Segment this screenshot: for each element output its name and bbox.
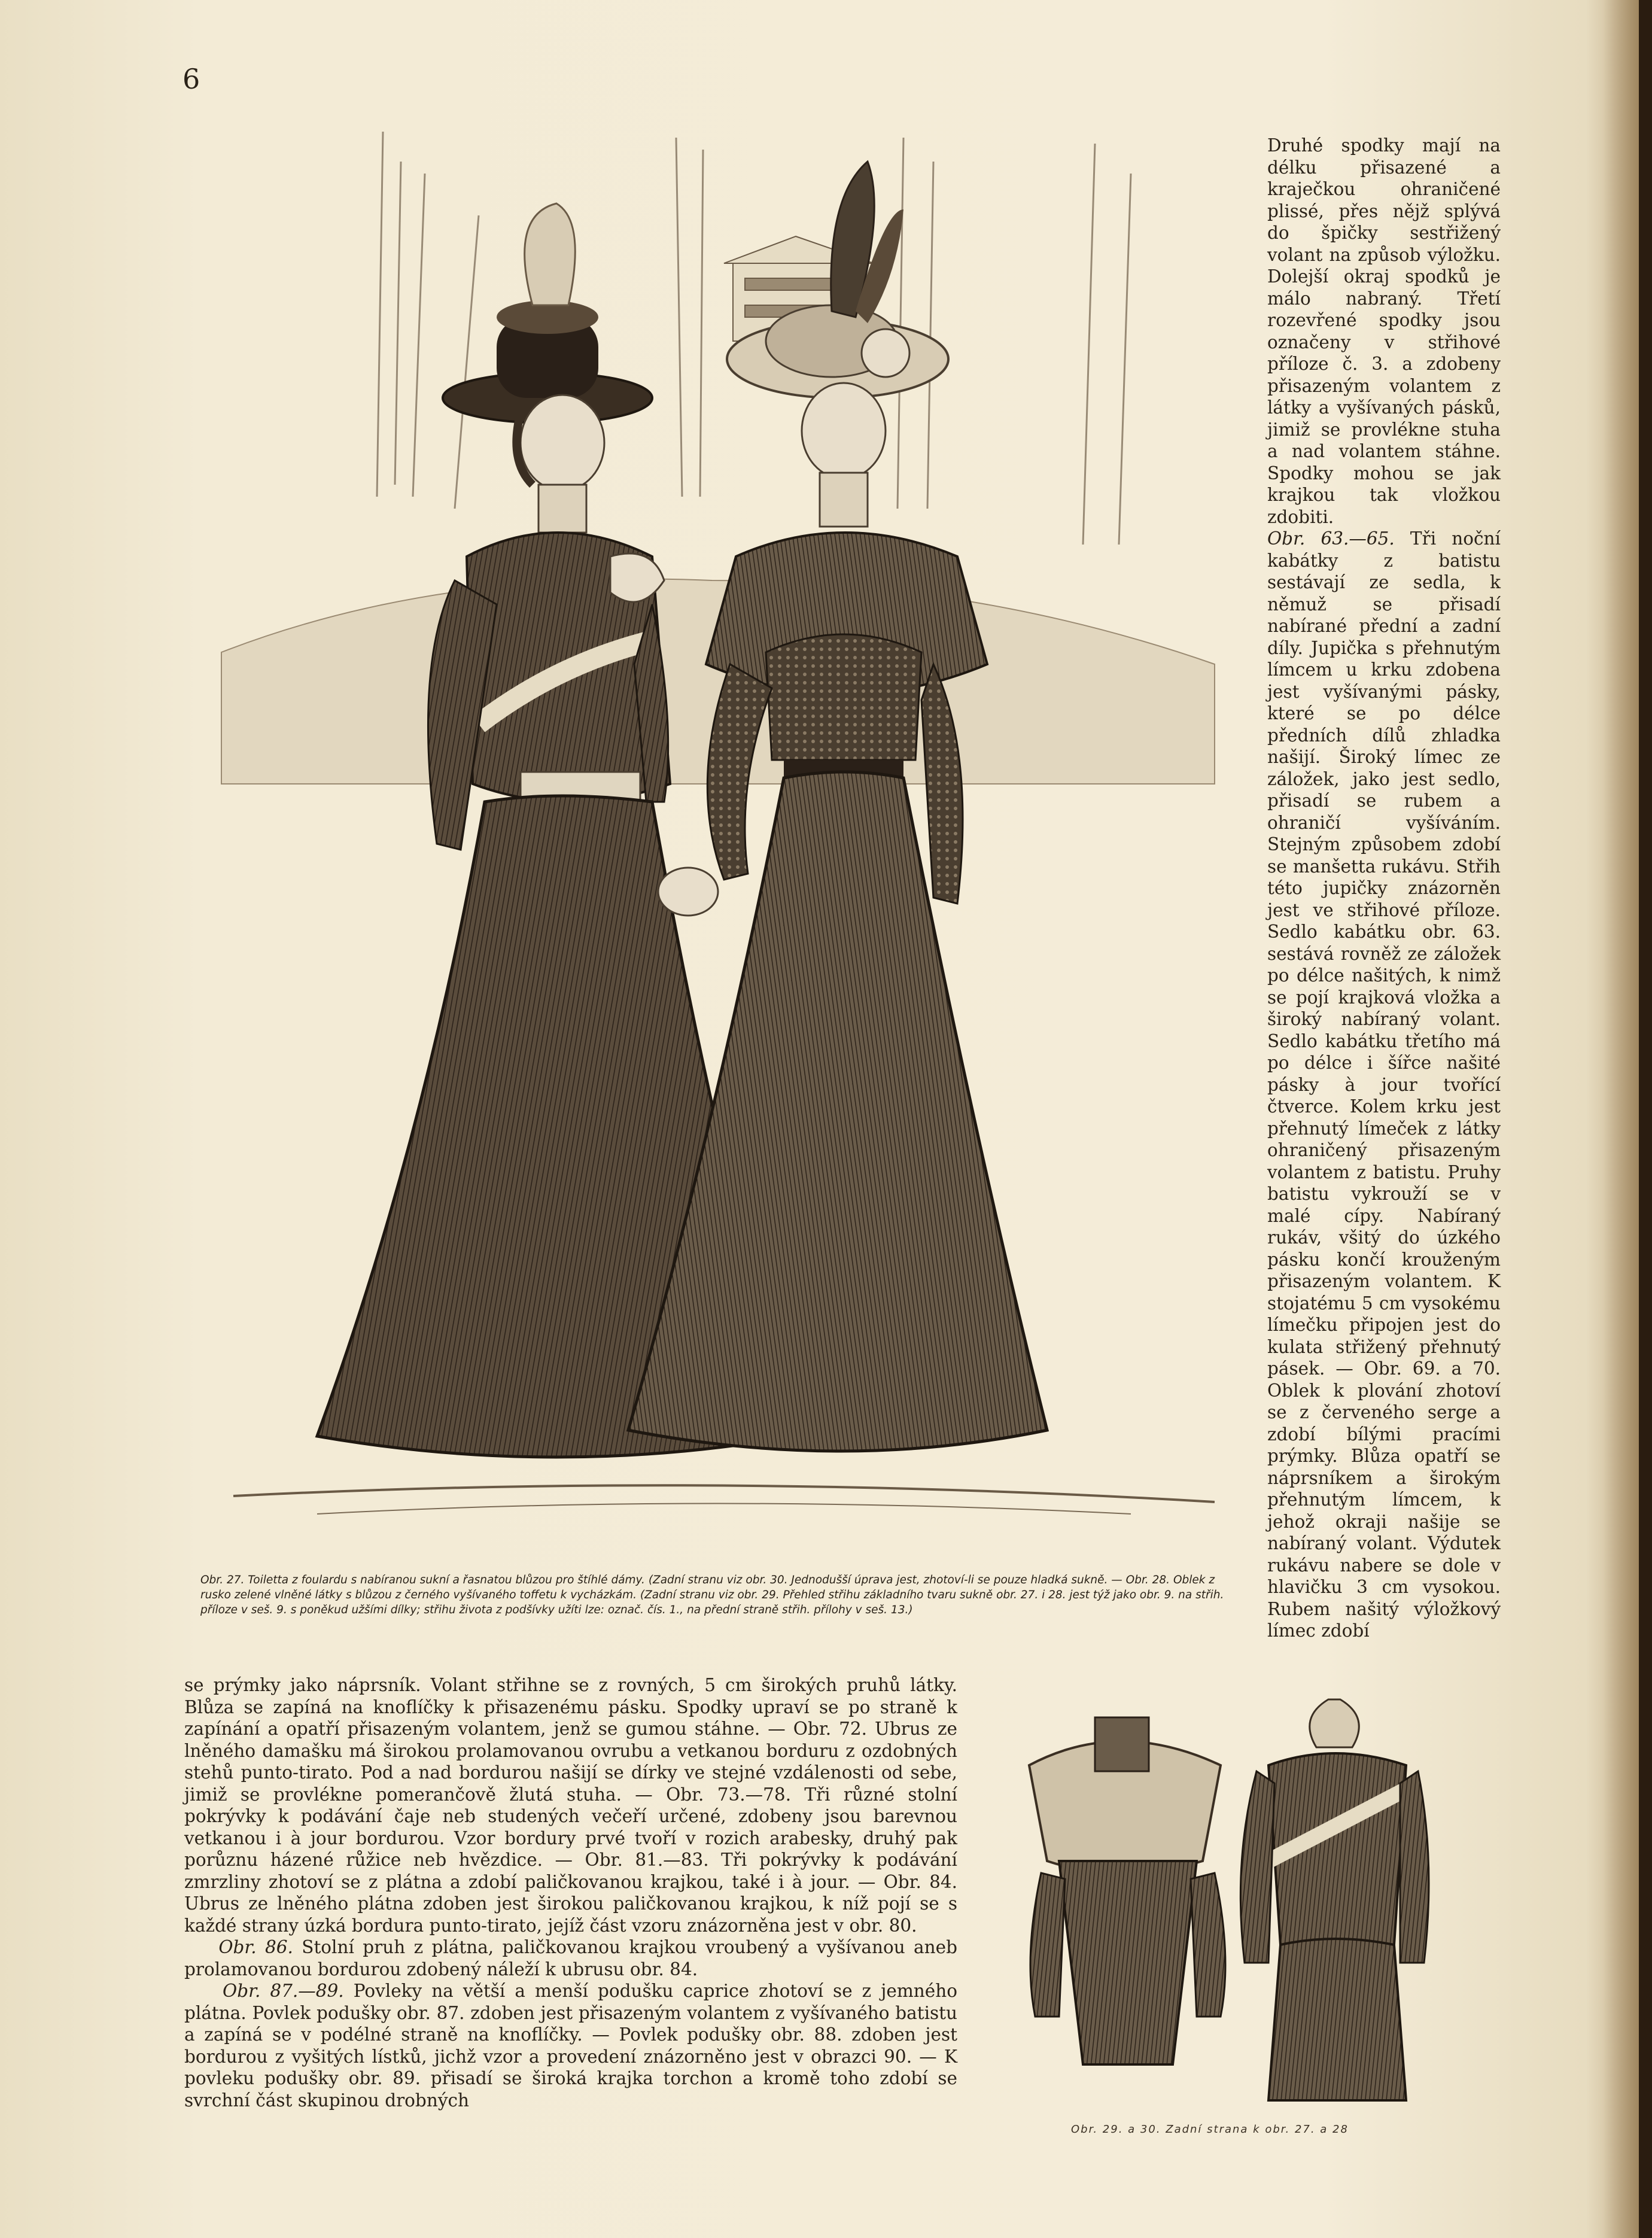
bottom-paragraph-3 <box>184 1980 957 2111</box>
fashion-illustration-back-views <box>1017 1681 1436 2112</box>
right-paragraph-2 <box>1267 528 1501 1642</box>
fashion-illustration-two-ladies <box>197 126 1227 1520</box>
bottom-column-text <box>184 1674 957 2111</box>
figure-caption-29-30: Obr. 29. a 30. Zadní strana k obr. 27. a 28 <box>1071 2123 1349 2136</box>
binding-shadow <box>1603 0 1639 2238</box>
binding-edge <box>1639 0 1652 2238</box>
right-paragraph-1: Druhé spodky mají na délku přisazené a kraječkou ohraničené plissé, přes nějž splývá do špičky sestřižený volant na způsob výložku. Dolejší okraj spodků je málo nabraný. Třetí rozevřené spodky jsou označeny v střihové příloze č. 3. a zdobeny přisazeným volantem z látky a vyšívaných pásků, jimiž se provlékne stuha a nad volantem stáhne. Spodky mohou se jak krajkou tak vložkou zdobiti. <box>1267 135 1501 527</box>
right-paragraph-2-text: Tři noční kabátky z batistu sestávají ze sedla, k němuž se přisadí nabírané přední a zadní díly. Jupička s přehnutým límcem u krku zdobena jest vyšívanými pásky, které se po délce předních dílů zhladka našijí. Široký límec ze záložek, jako jest sedlo, přisadí se rubem a ohraničí vyšíváním. Stejným způsobem zdobí se manšetta rukávu. Střih této jupičky znázorněn jest ve střihové příloze. Sedlo kabátku obr. 63. sestává rovněž ze záložek po délce našitých, k nimž se pojí krajková vložka a široký nabíraný volant. Sedlo kabátku třetího má po délce i šířce našité pásky à jour tvořící čtverce. Kolem krku jest přehnutý límeček z látky ohraničený přisazeným volantem z batistu. Pruhy batistu vykrouží se v malé cípy. Nabíraný rukáv, všitý do úzkého pásku končí krouženým přisazeným volantem. K stojatému 5 cm vysokému límečku připojen jest do kulata střižený přehnutý pásek. — Obr. 69. a 70. Oblek k plování zhotoví se z červeného serge a zdobí bílými pracími prýmky. Blůza opatří se náprsníkem a širokým přehnutým límcem, k jehož okraji našije se nabíraný volant. Výdutek rukávu nabere se dole v hlavičku 3 cm vysokou. Rubem našitý výložkový límec zdobí <box>1267 528 1501 1641</box>
figure-caption-27-28: Obr. 27. Toiletta z foulardu s nabíranou sukní a řasnatou blůzou pro štíhlé dámy. (Zadní stranu viz obr. 30. Jednodušší úprava jest, zhotoví-li se pouze hladká sukně. — Obr. 28. Oblek z rusko zelené vlněné látky s blůzou z černého vyšívaného toffetu k vycházkám. (Zadní stranu viz obr. 29. Přehled střihu základního tvaru sukně obr. 27. i 28. jest týž jako obr. 9. na střih. příloze v seš. 9. s poněkud užšími dílky; střihu života z podšívky užíti lze: označ. čís. 1., na přední straně střih. přílohy v seš. 13.) <box>200 1574 1224 1616</box>
right-column-text <box>1267 135 1501 1642</box>
figure-ref-87-89: Obr. 87.—89. <box>223 1981 344 2001</box>
page-number: 6 <box>182 63 200 95</box>
bottom-paragraph-3-text: Povleky na větší a menší podušku caprice zhotoví se z jemného plátna. Povlek podušky obr. 87. zdoben jest přisazeným volantem z vyšívaného batistu a zapíná se v podélné straně na knoflíčky. — Povlek podušky obr. 88. zdoben jest bordurou z vyšitých lístků, jichž vzor a provedení znázorněno jest v obrazci 90. — K povleku podušky obr. 89. přisadí se široká krajka torchon a kromě toho zdobí se svrchní část skupinou drobných <box>184 1981 958 2111</box>
bottom-paragraph-2-text: Stolní pruh z plátna, paličkovanou krajkou vroubený a vyšívanou aneb prolamovanou bordurou zdobený náleží k ubrusu obr. 84. <box>184 1937 957 1979</box>
bottom-paragraph-1: se prýmky jako náprsník. Volant střihne se z rovných, 5 cm širokých pruhů látky. Blůza se zapíná na knoflíčky k přisazenému pásku. Spodky upraví se po straně k zapínání a opatří přisazeným volantem, jenž se gumou stáhne. — Obr. 72. Ubrus ze lněného damašku má širokou prolamovanou ovrubu a vetkanou borduru z ozdobných stehů punto-tirato. Pod a nad bordurou našijí se dírky ve stejné vzdálenosti od sebe, jimiž se provlékne pomerančově žlutá stuha. — Obr. 73.—78. Tři různé stolní pokrývky k podávání čaje neb studených večeří určené, zdobeny jsou barevnou vetkanou i à jour bordurou. Vzor bordury prvé tvoří v rozich arabesky, druhý pak porůznu házené růžice neb hvězdice. — Obr. 81.—83. Tři pokrývky k podávání zmrzliny zhotoví se z plátna a zdobí paličkovanou krajkou, také i à jour. — Obr. 84. Ubrus ze lněného plátna zdoben jest širokou paličkovanou krajkou, k níž pojí se s každé strany úzká bordura punto-tirato, jejíž část vzoru znázorněna jest v obr. 80. <box>184 1675 957 1936</box>
bottom-paragraph-2 <box>184 1936 957 1980</box>
figure-ref-63-65: Obr. 63.—65. <box>1267 528 1395 549</box>
figure-ref-86: Obr. 86. <box>218 1937 293 1957</box>
